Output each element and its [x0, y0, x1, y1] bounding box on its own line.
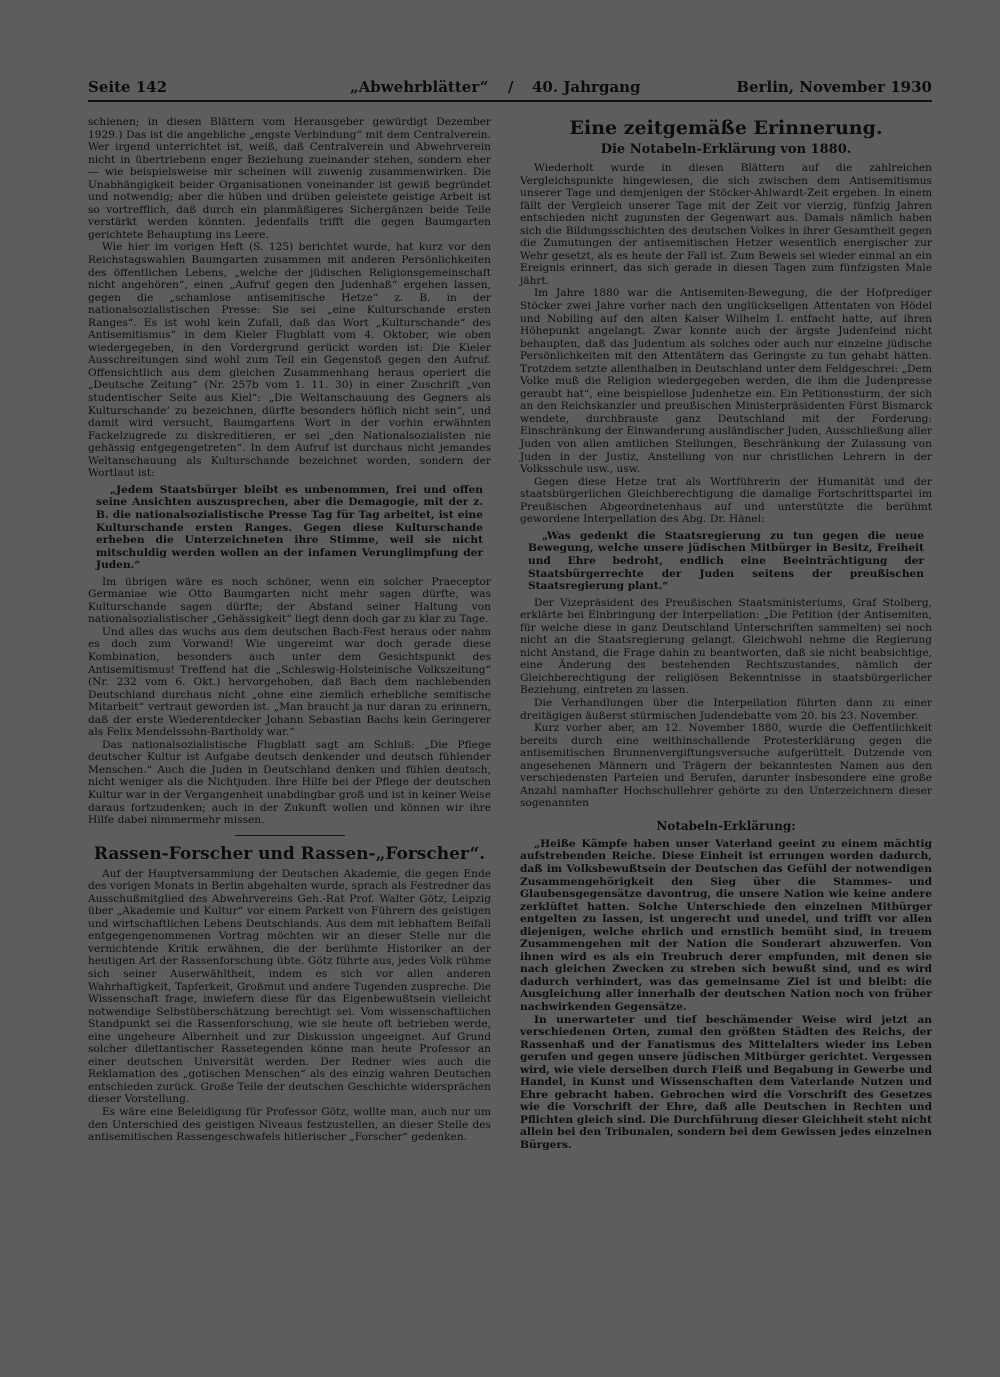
right-column	[520, 116, 932, 1152]
paragraph: Die Verhandlungen über die Interpellation führten dann zu einer dreitägigen äußerst stürmischen Judendebatte vom 20. bis 23. November.	[520, 696, 932, 722]
block-quote: „Heiße Kämpfe haben unser Vaterland geeint zu einem mächtig aufstrebenden Reiche. Diese Einheit ist errungen worden dadurch, daß im Volksbewußtsein der Deutschen das Gefühl der notwendigen Zusammengehörigkeit den Sieg über die Stammes- und Glaubensgegensätze davontrug, die unsere Nation wie keine andere zerklüftet hatten. Solche Unterschiede den einzelnen Mitbürger entgelten zu lassen, ist ungerecht und unedel, und trifft vor allen diejenigen, welche ehrlich und ernstlich bemüht sind, in treuem Zusammengehen mit der Nation die Sonderart abzuwerfen. Von ihnen wird es als ein Treubruch derer empfunden, mit denen sie nach gleichen Zwecken zu streben sich bewußt sind, und es wird dadurch verhindert, was das gemeinsame Ziel ist und bleibt: die Ausgleichung aller innerhalb der deutschen Nation noch von früher nachwirkenden Gegensätze.	[520, 837, 932, 1013]
page-header	[88, 74, 932, 102]
paragraph: schienen; in diesen Blättern vom Herausgeber gewürdigt Dezember 1929.) Das ist die angebliche „engste Verbindung“ mit dem Centralverein. Wer irgend unterrichtet ist, weiß, daß Centralverein und Abwehrverein nicht in übertriebenn enger Beziehung zueinander stehen, sondern eher — wie beispielsweise mir scheinen will zuwenig zusammenwirken. Die Unabhängigkeit beider Organisationen voneinander ist gewiß begründet und notwendig; aber die hüben und drüben geleistete geistige Arbeit ist so vortrefflich, daß durch ein planmäßigeres Sichergänzen beide Teile verstärkt werden könnten. Jedenfalls trifft die gegen Baumgarten gerichtete Behauptung ins Leere.	[88, 116, 491, 241]
paragraph: Gegen diese Hetze trat als Wortführerin der Humanität und der staatsbürgerlichen Gleichberechtigung die damalige Fortschrittspartei im Preußischen Abgeordnetenhaus auf und unterstützte die berühmt gewordene Interpellation des Abg. Dr. Hänel:	[520, 475, 932, 526]
block-quote: „Was gedenkt die Staatsregierung zu tun gegen die neue Bewegung, welche unsere jüdischen Mitbürger in Besitz, Freiheit und Ehre bedroht, endlich eine Beeinträchtigung der Staatsbürgerrechte der Juden seitens der preußischen Staatsregierung plant.“	[528, 529, 924, 593]
volume-label: 40. Jahrgang	[532, 78, 641, 96]
paragraph: Im Jahre 1880 war die Antisemiten-Bewegung, die der Hofprediger Stöcker zwei Jahre vorher nach den unglückseligen Attentaten von Hödel und Nobiling auf den alten Kaiser Wilhelm I. entfacht hatte, auf ihren Höhepunkt angelangt. Zwar konnte auch der ärgste Judenfeind nicht behaupten, daß das Judentum als solches oder auch nur einzelne jüdische Persönlichkeiten mit den Attentätern das Geringste zu tun gehabt hätten. Trotzdem setzte allenthalben in Deutschland unter dem Feldgeschrei: „Dem Volke muß die Religion wiedergegeben werden, die ihm die Judenpresse geraubt hat“, eine beispiellose Judenhetze ein. Ein Petitionssturm, der sich an den Reichskanzler und preußischen Ministerpräsidenten Fürst Bismarck wendete, durchbrauste ganz Deutschland mit der Forderung: Einschränkung der Einwanderung ausländischer Juden, Ausschließung aller Juden von allen amtlichen Stellungen, Beschränkung der Zulassung von Juden in der Justiz, Anstellung von nur christlichen Lehrern in der Volksschule usw., usw.	[520, 287, 932, 476]
header-divider: /	[508, 78, 514, 96]
section-divider	[235, 835, 345, 836]
paragraph: Wie hier im vorigen Heft (S. 125) berichtet wurde, hat kurz vor den Reichstagswahlen Baumgarten zusammen mit anderen Persönlichkeiten des öffentlichen Lebens, „welche der jüdischen Religionsgemeinschaft nicht angehören“, einen „Aufruf gegen den Judenhaß“ ergehen lassen, gegen die „schamlose antisemitische Hetze“ z. B. in der nationalsozialistischen Presse: Sie sei „eine Kulturschande ersten Ranges“. Es ist wohl kein Zufall, daß das Wort „Kulturschande“ des Antisemitismus“ in dem Kieler Flugblatt vom 4. Oktober, wie oben wiedergegeben, in den Vordergrund gerückt worden ist: Die Kieler Ausschreitungen sind wohl zum Teil ein Gegenstoß gegen den Aufruf. Offensichtlich aus dem gleichen Zusammenhang heraus operiert die „Deutsche Zeitung“ (Nr. 257b vom 1. 11. 30) in einer Zuschrift „von studentischer Seite aus Kiel“: „Die Weltanschauung des Gegners als Kulturschande‘ zu bezeichnen, dürfte besonders höflich nicht sein“, und damit wird versucht, Baumgartens Wort in der vorhin erwähnten Fackelzugrede zu diskreditieren, er sei „den Nationalsozialisten nie gehässig entgegengetreten“. In dem Aufruf ist durchaus nicht jemandes Weltanschauung als Kulturschande bezeichnet worden, sondern der Wortlaut ist:	[88, 241, 491, 480]
block-quote: In unerwarteter und tief beschämender Weise wird jetzt an verschiedenen Orten, zumal den größten Städten des Reichs, der Rassenhaß und der Fanatismus des Mittelalters wieder ins Leben gerufen und gegen unsere jüdischen Mitbürger gerichtet. Vergessen wird, wie viele derselben durch Fleiß und Begabung in Gewerbe und Handel, in Kunst und Wissenschaften dem Vaterlande Nutzen und Ehre gebracht haben. Gebrochen wird die Vorschrift des Gesetzes wie die Vorschrift der Ehre, daß alle Deutschen in Rechten und Pflichten gleich sind. Die Durchführung dieser Gleichheit steht nicht allein bei den Tribunalen, sondern bei dem Gewissen jedes einzelnen Bürgers.	[520, 1013, 932, 1152]
section-heading: Notabeln-Erklärung:	[656, 818, 796, 833]
article-subtitle: Die Notabeln-Erklärung von 1880.	[600, 142, 852, 157]
paragraph: Kurz vorher aber, am 12. November 1880, wurde die Oeffentlichkeit bereits durch eine weithinschallende Protesterklärung gegen die antisemitischen Brunnenvergiftungsversuche aufgerüttelt. Dutzende von angesehenen Männern und Trägern der bekanntesten Namen aus den verschiedensten Parteien und Berufen, darunter insbesondere eine große Anzahl namhafter Hochschullehrer gehörte zu den Unterzeichnern dieser sogenannten	[520, 722, 932, 810]
place-date: Berlin, November 1930	[736, 78, 932, 96]
block-quote: „Jedem Staatsbürger bleibt es unbenommen, frei und offen seine Ansichten auszusprechen, aber die Demagogie, mit der z. B. die nationalsozialistische Presse Tag für Tag arbeitet, ist eine Kulturschande ersten Ranges. Gegen diese Kulturschande erheben die Unterzeichneten ihre Stimme, weil sie nicht mitschuldig werden wollen an der infamen Verunglimpfung der Juden.“	[96, 483, 483, 572]
paragraph: Wiederholt wurde in diesen Blättern auf die zahlreichen Vergleichspunkte hingewiesen, die sich zwischen dem Antisemitismus unserer Tage und demjenigen der Stöcker-Ahlwardt-Zeit ergeben. In einem fällt der Vergleich unserer Tage mit der Zeit vor vierzig, fünfzig Jahren entschieden nicht zugunsten der Gegenwart aus. Damals nämlich haben sich die Bildungsschichten des deutschen Volkes in ihrer Gesamtheit gegen die Zumutungen der antisemitischen Hetzer wesentlich energischer zur Wehr gesetzt, als es heute der Fall ist. Zum Beweis sei wieder einmal an ein Ereignis erinnert, das sich gerade in diesen Tagen zum fünfzigsten Male jährt.	[520, 162, 932, 287]
paragraph: Es wäre eine Beleidigung für Professor Götz, wollte man, auch nur um den Unterschied des geistigen Niveaus festzustellen, an dieser Stelle des antisemitischen Rassengeschwafels hitlerischer „Forscher“ gedenken.	[88, 1106, 491, 1144]
paragraph: Im übrigen wäre es noch schöner, wenn ein solcher Praeceptor Germaniae wie Otto Baumgarten nicht mehr sagen dürfte, was Kulturschande sagen dürfte; der Abstand seiner Haltung von nationalsozialistischer „Gehässigkeit“ liegt denn doch gar zu klar zu Tage.	[88, 575, 491, 626]
page-number: Seite 142	[88, 78, 168, 96]
left-column	[88, 116, 491, 1144]
paragraph: Und alles das wuchs aus dem deutschen Bach-Fest heraus oder nahm es doch zum Vorwand! Wie ungereimt war doch gerade diese Kombination, besonders auch unter dem Gesichtspunkt des Antisemitismus! Treffend hat die „Schleswig-Holsteinische Volkszeitung“ (Nr. 232 vom 6. Okt.) hervorgehoben, daß Bach dem nachlebenden Deutschland durchaus nicht „ohne eine ziemlich erhebliche semitische Mitarbeit“ vertraut geworden ist. „Man braucht ja nur daran zu erinnern, daß der erste Wiederentdecker Johann Sebastian Bachs kein Geringerer als Felix Mendelssohn-Bartholdy war.“	[88, 625, 491, 739]
journal-title: „Abwehrblätter“	[350, 78, 489, 96]
paragraph: Das nationalsozialistische Flugblatt sagt am Schluß: „Die Pflege deutscher Kultur ist Aufgabe deutsch denkender und deutsch fühlender Menschen.“ Auch die Juden in Deutschland denken und fühlen deutsch, nicht weniger als die Nichtjuden. Ihre Hilfe bei der Pflege der deutschen Kultur war in der Vergangenheit unabdingbar groß und ist in keiner Weise daraus fortzudenken; auch in der Zukunft wollen und können wir ihre Hilfe dabei nimmermehr missen.	[88, 738, 491, 827]
article-title: Eine zeitgemäße Erinnerung.	[569, 117, 883, 139]
paragraph: Auf der Hauptversammlung der Deutschen Akademie, die gegen Ende des vorigen Monats in Berlin abgehalten wurde, sprach als Festredner das Ausschußmitglied des Abwehrvereins Geh.-Rat Prof. Walter Götz, Leipzig über „Akademie und Kultur“ vor einem Parkett von Führern des geistigen und wirtschaftlichen Lebens Deutschlands. Aus dem mit lebhaftem Beifall entgegengenommenen Vortrag möchten wir an dieser Stelle nur die vernichtende Kritik erwähnen, die der berühmte Historiker an der heutigen Art der Rassenforschung übte. Götz führte aus, jedes Volk rühme sich seiner Auserwähltheit, indem es sich vor allen anderen Wahrhaftigkeit, Tapferkeit, Großmut und andere Tugenden zuspreche. Die Wissenschaft frage, inwiefern diese für das Eigenbewußtsein vielleicht notwendige Selbstüberschätzung berechtigt sei. Vom wissenschaftlichen Standpunkt sei die Rassenforschung, wie sie heute oft betrieben werde, eine ungeheure Albernheit und zur Diskussion ungeeignet. Auf Grund solcher dilettantischer Rassetegenden könne man heute Professor an einer deutschen Universität werden. Der Redner wies auch die Reklamation des „gotischen Menschen“ als des einzig wahren Deutschen entschieden zurück. Große Teile der deutschen Geschichte widersprächen dieser Vorstellung.	[88, 867, 491, 1106]
paragraph: Der Vizepräsident des Preußischen Staatsministeriums, Graf Stolberg, erklärte bei Einbringung der Interpellation: „Die Petition (der Antisemiten, für welche diese in ganz Deutschland Unterschriften sammelten) sei noch nicht an die Staatsregierung gelangt. Gleichwohl nehme die Regierung nicht Anstand, die Frage dahin zu beantworten, daß sie nicht beabsichtige, eine Änderung des bestehenden Rechtszustandes, nämlich der Gleichberechtigung der religiösen Bekenntnisse in staatsbürgerlicher Beziehung, eintreten zu lassen.	[520, 596, 932, 697]
article-title: Rassen-Forscher und Rassen-„Forscher“.	[93, 843, 486, 864]
